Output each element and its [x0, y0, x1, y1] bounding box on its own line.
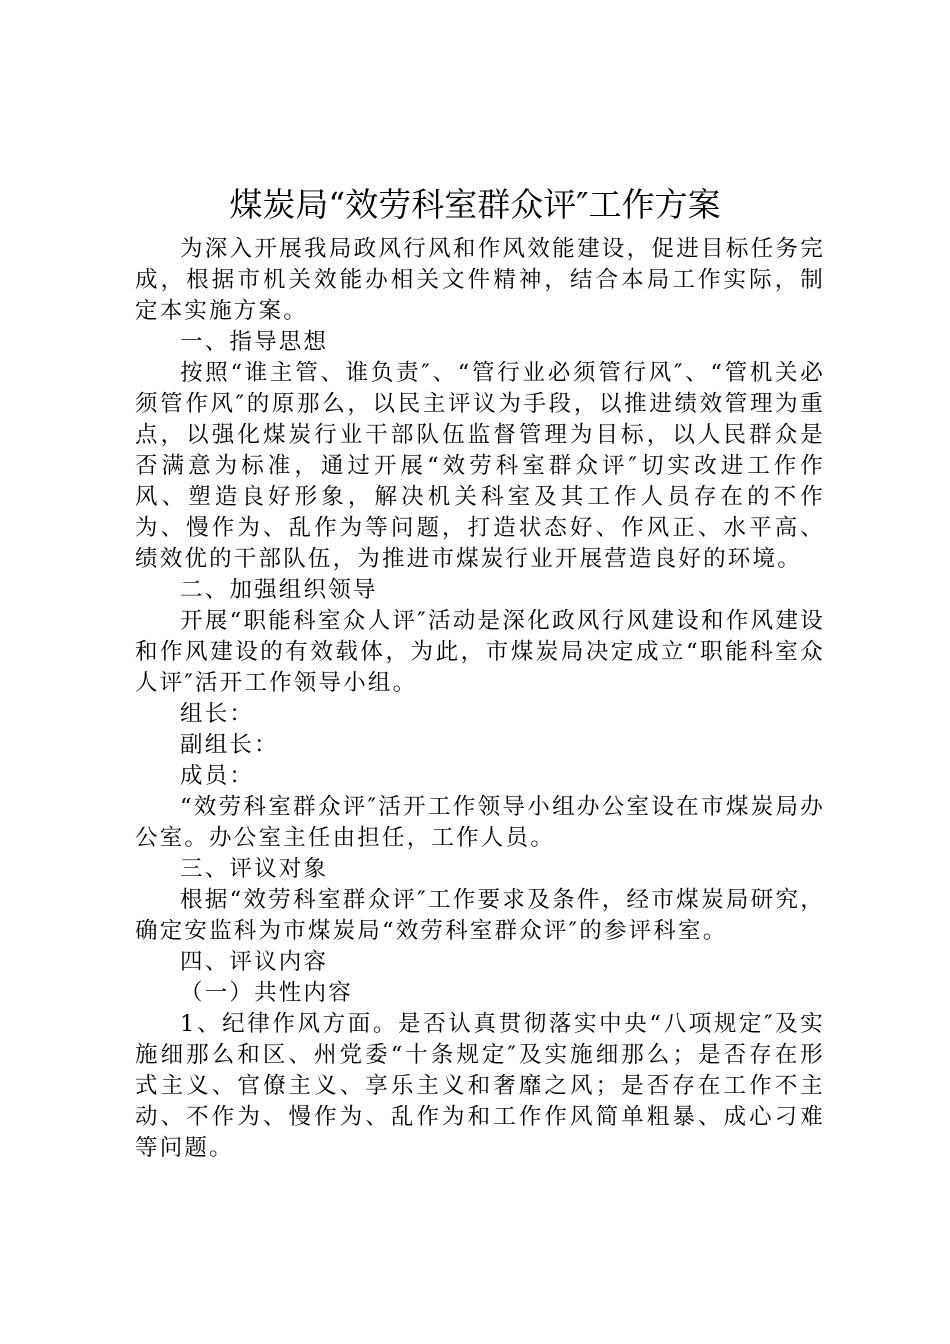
line-deputy-leader: 副组长：	[180, 732, 279, 758]
section-heading-review-content: 四、评议内容	[180, 949, 329, 975]
paragraph-review-target: 根据“效劳科室群众评″工作要求及条件，经市煤炭局研究，确定安监科为市煤炭局“效劳科室群众评″的参评科室。	[135, 887, 825, 944]
section-heading-review-target: 三、评议对象	[180, 856, 329, 882]
section-heading-guiding-ideology: 一、指导思想	[180, 329, 329, 355]
line-members: 成员：	[180, 763, 255, 789]
section-heading-organization: 二、加强组织领导	[180, 577, 378, 603]
document-title: 煤炭局“效劳科室群众评″工作方案	[229, 185, 721, 224]
paragraph-guiding-ideology: 按照“谁主管、谁负责″、“管行业必须管行风″、“管机关必须管作风″的原那么，以民主评议为手段，以推进绩效管理为重点，以强化煤炭行业干部队伍监督管理为目标，以人民群众是否满意为标准，通过开展“效劳科室群众评″切实改进工作作风、塑造良好形象，解决机关科室及其工作人员存在的不作为、慢作为、乱作为等问题，打造状态好、作风正、水平高、绩效优的干部队伍，为推进市煤炭行业开展营造良好的环境。	[135, 360, 825, 572]
paragraph-office: “效劳科室群众评″活开工作领导小组办公室设在市煤炭局办公室。办公室主任由担任，工作人员。	[135, 794, 825, 851]
subheading-common-content: （一）共性内容	[180, 980, 353, 1006]
paragraph-discipline: 1、纪律作风方面。是否认真贯彻落实中央“八项规定″及实施细那么和区、州党委“十条规定″及实施细那么；是否存在形式主义、官僚主义、享乐主义和奢靡之风；是否存在工作不主动、不作为、慢作为、乱作为和工作作风简单粗暴、成心刁难等问题。	[135, 1011, 825, 1161]
paragraph-organization: 开展“职能科室众人评″活动是深化政风行风建设和作风建设和作风建设的有效载体，为此，市煤炭局决定成立“职能科室众人评″活开工作领导小组。	[135, 608, 825, 696]
line-group-leader: 组长：	[180, 701, 255, 727]
paragraph-intro: 为深入开展我局政风行风和作风效能建设，促进目标任务完成，根据市机关效能办相关文件精神，结合本局工作实际，制定本实施方案。	[135, 236, 825, 324]
document-body	[135, 234, 825, 1164]
